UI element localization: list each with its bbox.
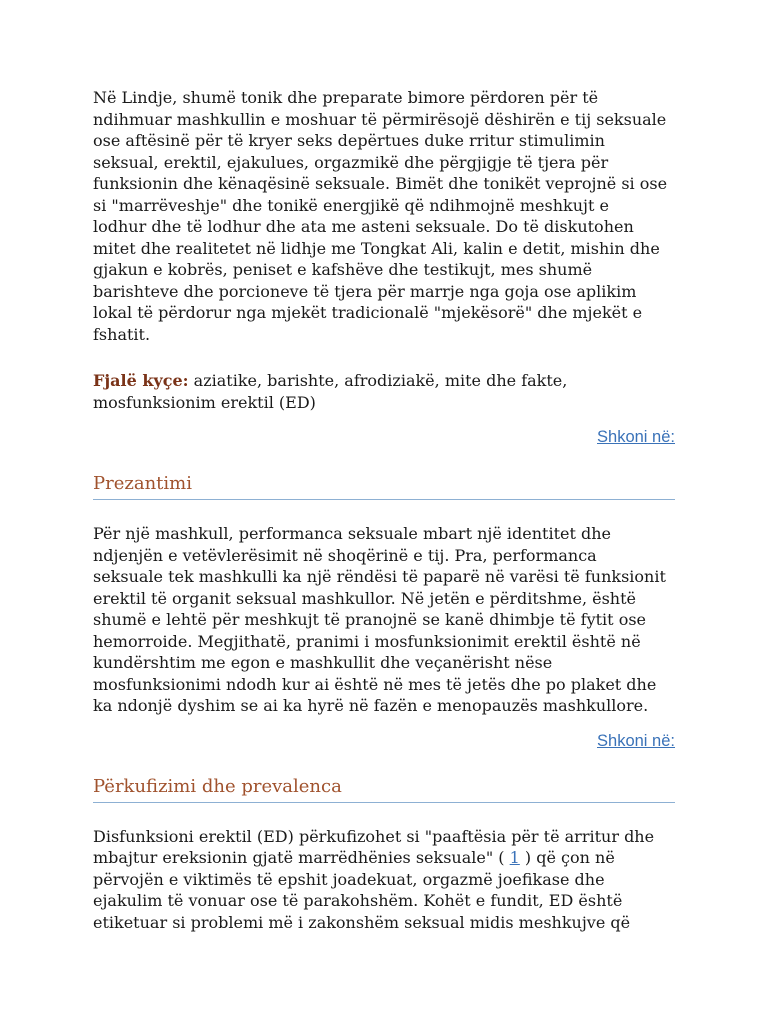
abstract-line: Në Lindje, shumë tonik dhe preparate bimore përdoren për të xyxy=(93,88,599,107)
paragraph-line: kundërshtim me egon e mashkullit dhe veçanërisht nëse xyxy=(93,653,553,672)
paragraph-line: erektil të organit seksual mashkullor. Në jetën e përditshme, është xyxy=(93,588,636,608)
abstract-line: gjakun e kobrës, peniset e kafshëve dhe testikujt, mes shumë xyxy=(93,260,593,279)
paragraph-line: seksuale tek mashkulli ka një rëndësi të paparë në varësi të funksionit xyxy=(93,567,666,586)
abstract-line: ndihmuar mashkullin e moshuar të përmirësojë dëshirën e tij seksuale xyxy=(93,109,667,129)
paragraph-line: shumë e lehtë për meshkujt të pranojnë se kanë dhimbje të fytit ose xyxy=(93,610,646,629)
paragraph-line: ejakulim të vonuar ose të parakohshëm. Kohët e fundit, ED është xyxy=(93,891,623,910)
reference-link[interactable]: 1 xyxy=(509,848,520,867)
paragraph-line: përvojën e viktimës të epshit joadekuat, orgazmë joefikase dhe xyxy=(93,869,605,889)
abstract-line: fshatit. xyxy=(93,324,151,344)
article-body xyxy=(93,87,675,933)
abstract-line: ose aftësinë për të kryer seks depërtues duke rritur stimulimin xyxy=(93,131,605,150)
paragraph-line xyxy=(93,847,675,869)
abstract-line: lokal të përdorur nga mjekët tradicionalë "mjekësorë" dhe mjekët e xyxy=(93,303,643,322)
keywords-line xyxy=(93,370,675,392)
paragraph-line: mosfunksionimi ndodh kur ai është në mes të jetës dhe po plaket dhe xyxy=(93,674,657,694)
definition-paragraph xyxy=(93,826,675,934)
paragraph-text: mbajtur ereksionin gjatë marrëdhënies seksuale" ( xyxy=(93,848,510,867)
abstract-line: mitet dhe realitetet në lidhje me Tongkat Ali, kalin e detit, mishin dhe xyxy=(93,238,660,258)
keywords-block xyxy=(93,370,675,413)
paragraph-line: etiketuar si problemi më i zakonshëm seksual midis meshkujve që xyxy=(93,912,631,932)
section-title-introduction: Prezantimi xyxy=(93,471,675,500)
paragraph-line: ka ndonjë dyshim se ai ka hyrë në fazën e menopauzës mashkullore. xyxy=(93,696,649,715)
abstract-line: seksual, erektil, ejakulues, orgazmikë dhe përgjigje të tjera për xyxy=(93,152,609,172)
abstract-line: funksionin dhe kënaqësinë seksuale. Bimët dhe tonikët veprojnë si ose xyxy=(93,174,668,193)
paragraph-line: ndjenjën e vetëvlerësimit në shoqërinë e tij. Pra, performanca xyxy=(93,545,597,565)
abstract-paragraph xyxy=(93,87,675,345)
paragraph-text: ) që çon në xyxy=(519,848,615,867)
keywords-label: Fjalë kyçe: xyxy=(93,371,189,390)
keywords-line: mosfunksionim erektil (ED) xyxy=(93,392,316,412)
abstract-line: si "marrëveshje" dhe tonikë energjikë që ndihmojnë meshkujt e xyxy=(93,195,609,215)
paragraph-line: Disfunksioni erektil (ED) përkufizohet si "paaftësia për të arritur dhe xyxy=(93,826,655,846)
keywords-text: aziatike, barishte, afrodiziakë, mite dhe fakte, xyxy=(188,371,568,390)
abstract-line: barishteve dhe porcioneve të tjera për marrje nga goja ose aplikim xyxy=(93,281,637,301)
section-title-definition: Përkufizimi dhe prevalenca xyxy=(93,774,675,803)
introduction-paragraph xyxy=(93,523,675,717)
jump-to-link[interactable]: Shkoni në: xyxy=(597,428,675,446)
paragraph-line: hemorroide. Megjithatë, pranimi i mosfunksionimit erektil është në xyxy=(93,631,641,651)
jump-to-link[interactable]: Shkoni në: xyxy=(597,731,675,750)
abstract-line: lodhur dhe të lodhur dhe ata me asteni seksuale. Do të diskutohen xyxy=(93,217,634,236)
paragraph-line: Për një mashkull, performanca seksuale mbart një identitet dhe xyxy=(93,524,612,543)
